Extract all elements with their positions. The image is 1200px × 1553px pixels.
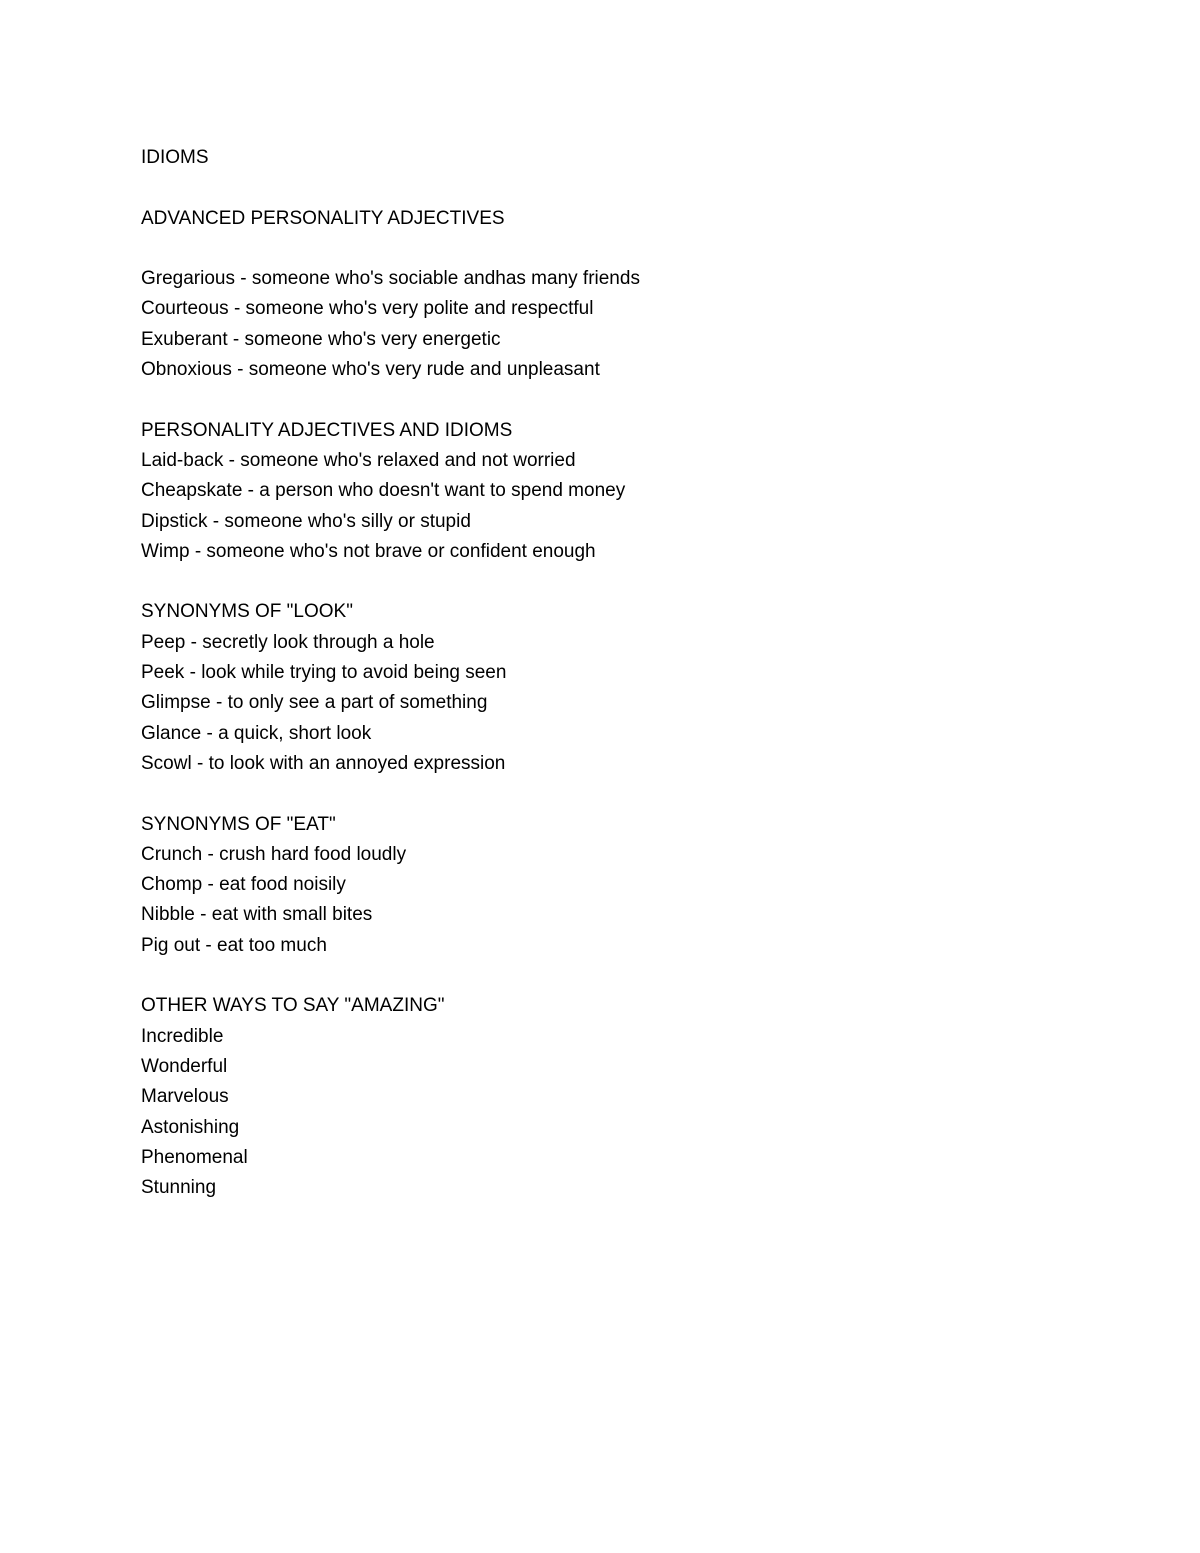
list-item: Stunning [141, 1177, 217, 1199]
spacer [141, 234, 1101, 264]
list-item: Gregarious - someone who's sociable andhas many friends [141, 268, 640, 290]
section-synonyms-of-eat [141, 810, 1101, 961]
list-item: Dipstick - someone who's silly or stupid [141, 510, 471, 532]
list-item: Wimp - someone who's not brave or confident enough [141, 540, 596, 562]
section-synonyms-of-look [141, 597, 1101, 779]
list-item: Glimpse - to only see a part of something [141, 692, 488, 714]
list-item: Peek - look while trying to avoid being seen [141, 662, 507, 684]
section-heading: SYNONYMS OF "EAT" [141, 813, 336, 835]
list-item: Incredible [141, 1025, 224, 1047]
list-item: Exuberant - someone who's very energetic [141, 328, 501, 350]
list-item: Scowl - to look with an annoyed expression [141, 752, 506, 774]
list-item: Astonishing [141, 1116, 240, 1138]
list-item: Wonderful [141, 1055, 228, 1077]
list-item: Crunch - crush hard food loudly [141, 843, 407, 865]
section-heading: SYNONYMS OF "LOOK" [141, 601, 353, 623]
list-item: Peep - secretly look through a hole [141, 631, 435, 653]
document-page [141, 143, 1101, 1203]
section-heading: ADVANCED PERSONALITY ADJECTIVES [141, 207, 505, 229]
list-item: Pig out - eat too much [141, 934, 327, 956]
section-advanced-personality-adjectives [141, 204, 1101, 386]
spacer [141, 961, 1101, 991]
spacer [141, 385, 1101, 415]
list-item: Glance - a quick, short look [141, 722, 372, 744]
list-item: Marvelous [141, 1086, 229, 1108]
list-item: Phenomenal [141, 1146, 248, 1168]
list-item: Nibble - eat with small bites [141, 904, 373, 926]
document-title: IDIOMS [141, 147, 209, 168]
list-item: Chomp - eat food noisily [141, 874, 346, 896]
list-item: Cheapskate - a person who doesn't want to spend money [141, 480, 626, 502]
spacer [141, 779, 1101, 809]
section-other-ways-to-say-amazing [141, 991, 1101, 1203]
list-item: Laid-back - someone who's relaxed and not worried [141, 449, 576, 471]
section-heading: OTHER WAYS TO SAY "AMAZING" [141, 995, 445, 1017]
list-item: Courteous - someone who's very polite and respectful [141, 298, 594, 320]
section-heading: PERSONALITY ADJECTIVES AND IDIOMS [141, 419, 513, 441]
spacer [141, 567, 1101, 597]
section-personality-adjectives-and-idioms [141, 416, 1101, 567]
spacer [141, 173, 1101, 203]
list-item: Obnoxious - someone who's very rude and unpleasant [141, 359, 600, 381]
